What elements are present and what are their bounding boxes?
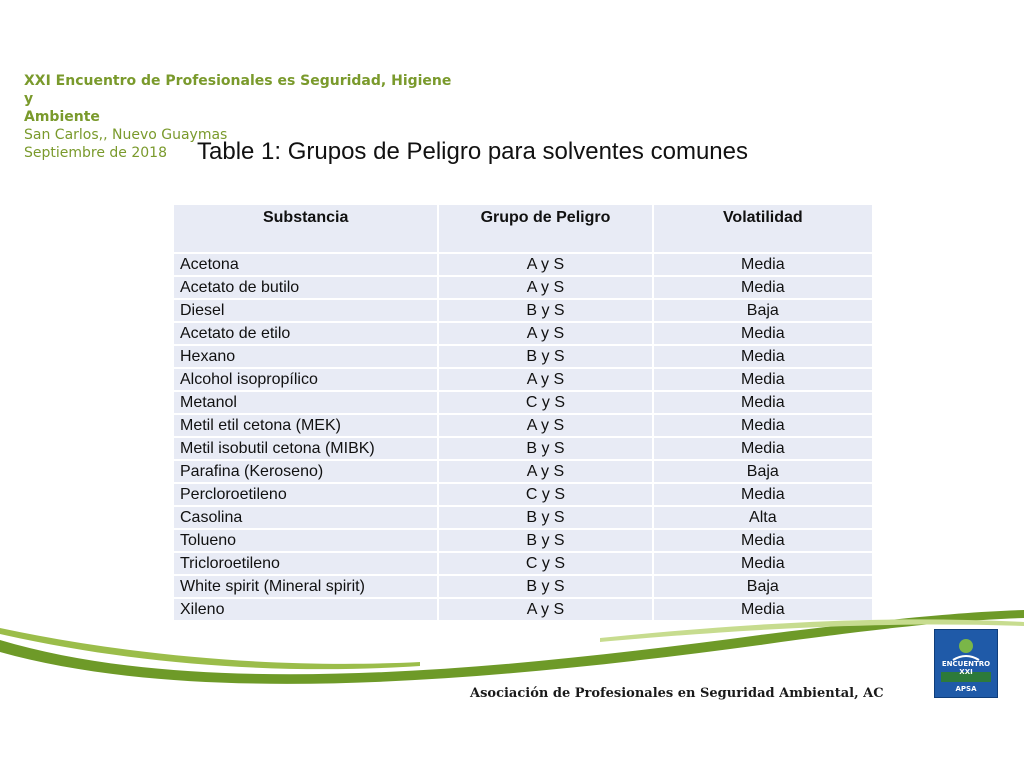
table-title: Table 1: Grupos de Peligro para solventes comunes xyxy=(197,138,748,165)
conference-location: San Carlos,, Nuevo Guaymas xyxy=(24,127,228,143)
cell-substancia: Metil isobutil cetona (MIBK) xyxy=(173,437,438,460)
cell-grupo-de-peligro: B y S xyxy=(438,299,652,322)
table-row xyxy=(173,391,873,414)
table-row xyxy=(173,414,873,437)
cell-substancia: Acetona xyxy=(173,253,438,276)
table-row xyxy=(173,322,873,345)
cell-substancia: Acetato de etilo xyxy=(173,322,438,345)
cell-substancia: White spirit (Mineral spirit) xyxy=(173,575,438,598)
column-header-substancia: Substancia xyxy=(173,204,438,253)
table-row xyxy=(173,506,873,529)
encuentro-xxi-logo xyxy=(934,629,998,698)
column-header-grupo-de-peligro: Grupo de Peligro xyxy=(438,204,652,253)
cell-volatilidad: Media xyxy=(653,253,873,276)
cell-substancia: Metanol xyxy=(173,391,438,414)
cell-grupo-de-peligro: B y S xyxy=(438,345,652,368)
cell-grupo-de-peligro: C y S xyxy=(438,391,652,414)
cell-grupo-de-peligro: A y S xyxy=(438,322,652,345)
table-row xyxy=(173,253,873,276)
cell-substancia: Hexano xyxy=(173,345,438,368)
table-row xyxy=(173,368,873,391)
cell-grupo-de-peligro: A y S xyxy=(438,460,652,483)
cell-grupo-de-peligro: A y S xyxy=(438,598,652,621)
cell-grupo-de-peligro: B y S xyxy=(438,437,652,460)
cell-substancia: Diesel xyxy=(173,299,438,322)
cell-grupo-de-peligro: C y S xyxy=(438,552,652,575)
column-header-volatilidad: Volatilidad xyxy=(653,204,873,253)
cell-substancia: Alcohol isopropílico xyxy=(173,368,438,391)
cell-volatilidad: Baja xyxy=(653,575,873,598)
cell-grupo-de-peligro: B y S xyxy=(438,575,652,598)
cell-volatilidad: Media xyxy=(653,322,873,345)
table-row xyxy=(173,299,873,322)
association-name: Asociación de Profesionales en Seguridad Ambiental, AC xyxy=(470,686,884,701)
logo-acronym: APSA xyxy=(955,685,977,693)
cell-substancia: Tolueno xyxy=(173,529,438,552)
cell-substancia: Percloroetileno xyxy=(173,483,438,506)
cell-grupo-de-peligro: A y S xyxy=(438,414,652,437)
cell-volatilidad: Media xyxy=(653,391,873,414)
conference-title-line-1: XXI Encuentro de Profesionales es Seguridad, Higiene y xyxy=(24,73,452,107)
table-row xyxy=(173,483,873,506)
cell-volatilidad: Media xyxy=(653,345,873,368)
cell-substancia: Acetato de butilo xyxy=(173,276,438,299)
table-row xyxy=(173,552,873,575)
cell-substancia: Parafina (Keroseno) xyxy=(173,460,438,483)
cell-substancia: Tricloroetileno xyxy=(173,552,438,575)
cell-volatilidad: Media xyxy=(653,552,873,575)
cell-substancia: Casolina xyxy=(173,506,438,529)
cell-grupo-de-peligro: C y S xyxy=(438,483,652,506)
cell-volatilidad: Alta xyxy=(653,506,873,529)
cell-volatilidad: Media xyxy=(653,276,873,299)
table-row xyxy=(173,276,873,299)
cell-substancia: Xileno xyxy=(173,598,438,621)
cell-grupo-de-peligro: A y S xyxy=(438,276,652,299)
cell-volatilidad: Baja xyxy=(653,299,873,322)
cell-grupo-de-peligro: A y S xyxy=(438,368,652,391)
table-body xyxy=(173,253,873,621)
cell-volatilidad: Media xyxy=(653,368,873,391)
logo-text: ENCUENTRO XXI xyxy=(941,660,991,676)
cell-grupo-de-peligro: A y S xyxy=(438,253,652,276)
cell-volatilidad: Baja xyxy=(653,460,873,483)
table-row xyxy=(173,460,873,483)
table-row xyxy=(173,345,873,368)
table-header-row xyxy=(173,204,873,253)
cell-volatilidad: Media xyxy=(653,437,873,460)
cell-volatilidad: Media xyxy=(653,529,873,552)
table-row xyxy=(173,529,873,552)
conference-date: Septiembre de 2018 xyxy=(24,145,167,161)
cell-grupo-de-peligro: B y S xyxy=(438,529,652,552)
cell-grupo-de-peligro: B y S xyxy=(438,506,652,529)
cell-substancia: Metil etil cetona (MEK) xyxy=(173,414,438,437)
table-row xyxy=(173,437,873,460)
solvents-table xyxy=(172,203,874,622)
cell-volatilidad: Media xyxy=(653,598,873,621)
conference-title-line-2: Ambiente xyxy=(24,109,100,125)
cell-volatilidad: Media xyxy=(653,414,873,437)
cell-volatilidad: Media xyxy=(653,483,873,506)
